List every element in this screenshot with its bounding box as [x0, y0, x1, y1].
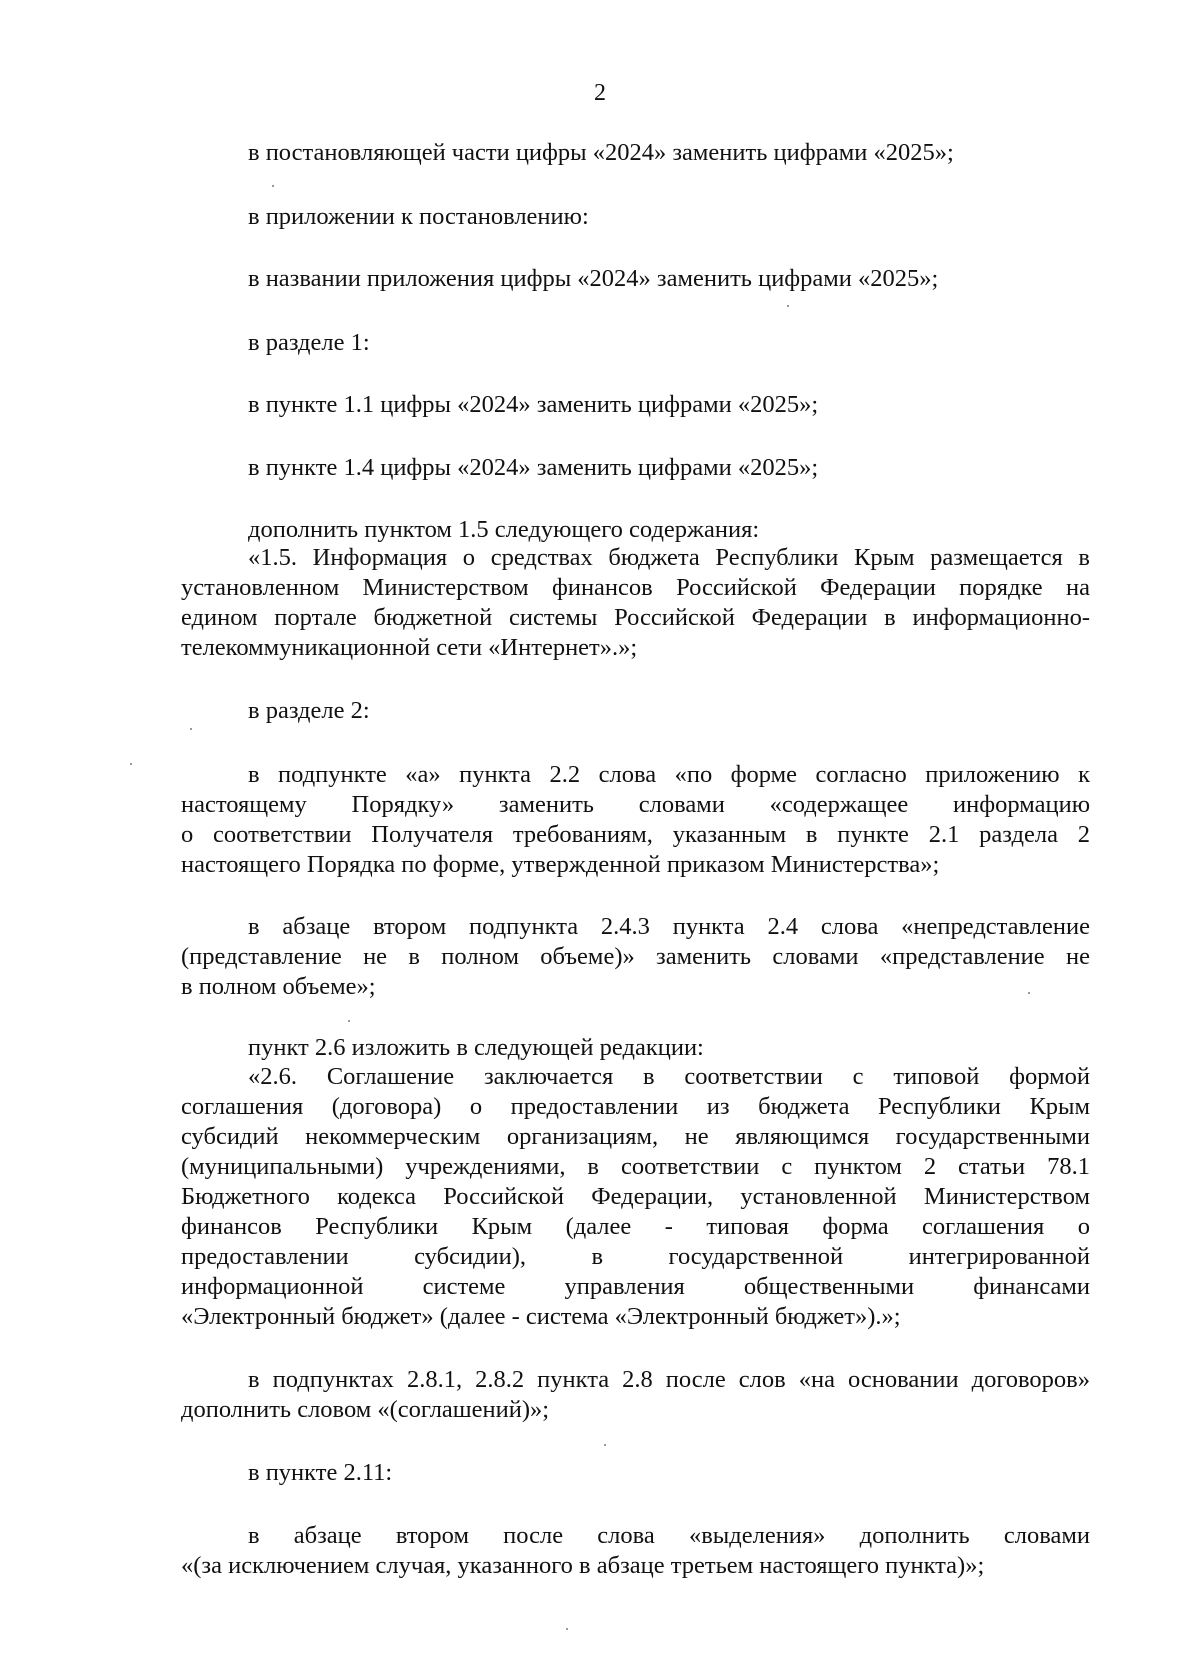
- paragraph-line: предоставлении субсидии), в государственной интегрированной: [181, 1243, 1090, 1270]
- paragraph-line: в постановляющей части цифры «2024» заменить цифрами «2025»;: [248, 139, 954, 166]
- scan-speck: [604, 1444, 606, 1446]
- paragraph-line: соглашения (договора) о предоставлении из бюджета Республики Крым: [181, 1093, 1090, 1120]
- paragraph-line: информационной системе управления общественными финансами: [181, 1273, 1090, 1300]
- scan-speck: [272, 185, 274, 187]
- paragraph-line: в разделе 1:: [248, 329, 370, 356]
- scan-speck: [130, 763, 132, 765]
- paragraph-line: дополнить словом «(соглашений)»;: [181, 1396, 550, 1423]
- scan-speck: [787, 305, 789, 307]
- scan-speck: [190, 728, 192, 730]
- paragraph-line: «1.5. Информация о средствах бюджета Республики Крым размещается в: [248, 544, 1090, 571]
- page-number: 2: [594, 80, 606, 106]
- paragraph-line: настоящего Порядка по форме, утвержденной приказом Министерства»;: [181, 851, 940, 878]
- paragraph-line: в подпункте «а» пункта 2.2 слова «по форме согласно приложению к: [248, 761, 1090, 788]
- paragraph-line: финансов Республики Крым (далее - типовая форма соглашения о: [181, 1213, 1090, 1240]
- paragraph-line: «Электронный бюджет» (далее - система «Электронный бюджет»).»;: [181, 1303, 901, 1330]
- paragraph-line: телекоммуникационной сети «Интернет».»;: [181, 634, 638, 661]
- paragraph-line: (муниципальными) учреждениями, в соответствии с пунктом 2 статьи 78.1: [181, 1153, 1090, 1180]
- paragraph-line: Бюджетного кодекса Российской Федерации, установленной Министерством: [181, 1183, 1090, 1210]
- paragraph-line: в пункте 1.1 цифры «2024» заменить цифрами «2025»;: [248, 391, 819, 418]
- paragraph-line: в приложении к постановлению:: [248, 203, 589, 230]
- paragraph-line: едином портале бюджетной системы Российской Федерации в информационно-: [181, 604, 1090, 631]
- scan-speck: [566, 1628, 568, 1630]
- paragraph-line: «(за исключением случая, указанного в абзаце третьем настоящего пункта)»;: [181, 1552, 985, 1579]
- paragraph-line: в пункте 2.11:: [248, 1459, 393, 1486]
- paragraph-line: в полном объеме»;: [181, 973, 376, 1000]
- paragraph-line: в абзаце втором после слова «выделения» дополнить словами: [248, 1522, 1090, 1549]
- paragraph-line: в абзаце втором подпункта 2.4.3 пункта 2.4 слова «непредставление: [248, 913, 1090, 940]
- paragraph-line: в подпунктах 2.8.1, 2.8.2 пункта 2.8 после слов «на основании договоров»: [248, 1366, 1090, 1393]
- paragraph-line: пункт 2.6 изложить в следующей редакции:: [248, 1034, 704, 1061]
- paragraph-line: дополнить пунктом 1.5 следующего содержания:: [248, 516, 760, 543]
- paragraph-line: (представление не в полном объеме)» заменить словами «представление не: [181, 943, 1090, 970]
- scan-speck: [348, 1020, 350, 1022]
- paragraph-line: в пункте 1.4 цифры «2024» заменить цифрами «2025»;: [248, 454, 819, 481]
- paragraph-line: о соответствии Получателя требованиям, указанным в пункте 2.1 раздела 2: [181, 821, 1090, 848]
- paragraph-line: установленном Министерством финансов Российской Федерации порядке на: [181, 574, 1090, 601]
- paragraph-line: в названии приложения цифры «2024» заменить цифрами «2025»;: [248, 265, 939, 292]
- paragraph-line: «2.6. Соглашение заключается в соответствии с типовой формой: [248, 1063, 1090, 1090]
- paragraph-line: настоящему Порядку» заменить словами «содержащее информацию: [181, 791, 1090, 818]
- paragraph-line: субсидий некоммерческим организациям, не являющимся государственными: [181, 1123, 1090, 1150]
- paragraph-line: в разделе 2:: [248, 697, 370, 724]
